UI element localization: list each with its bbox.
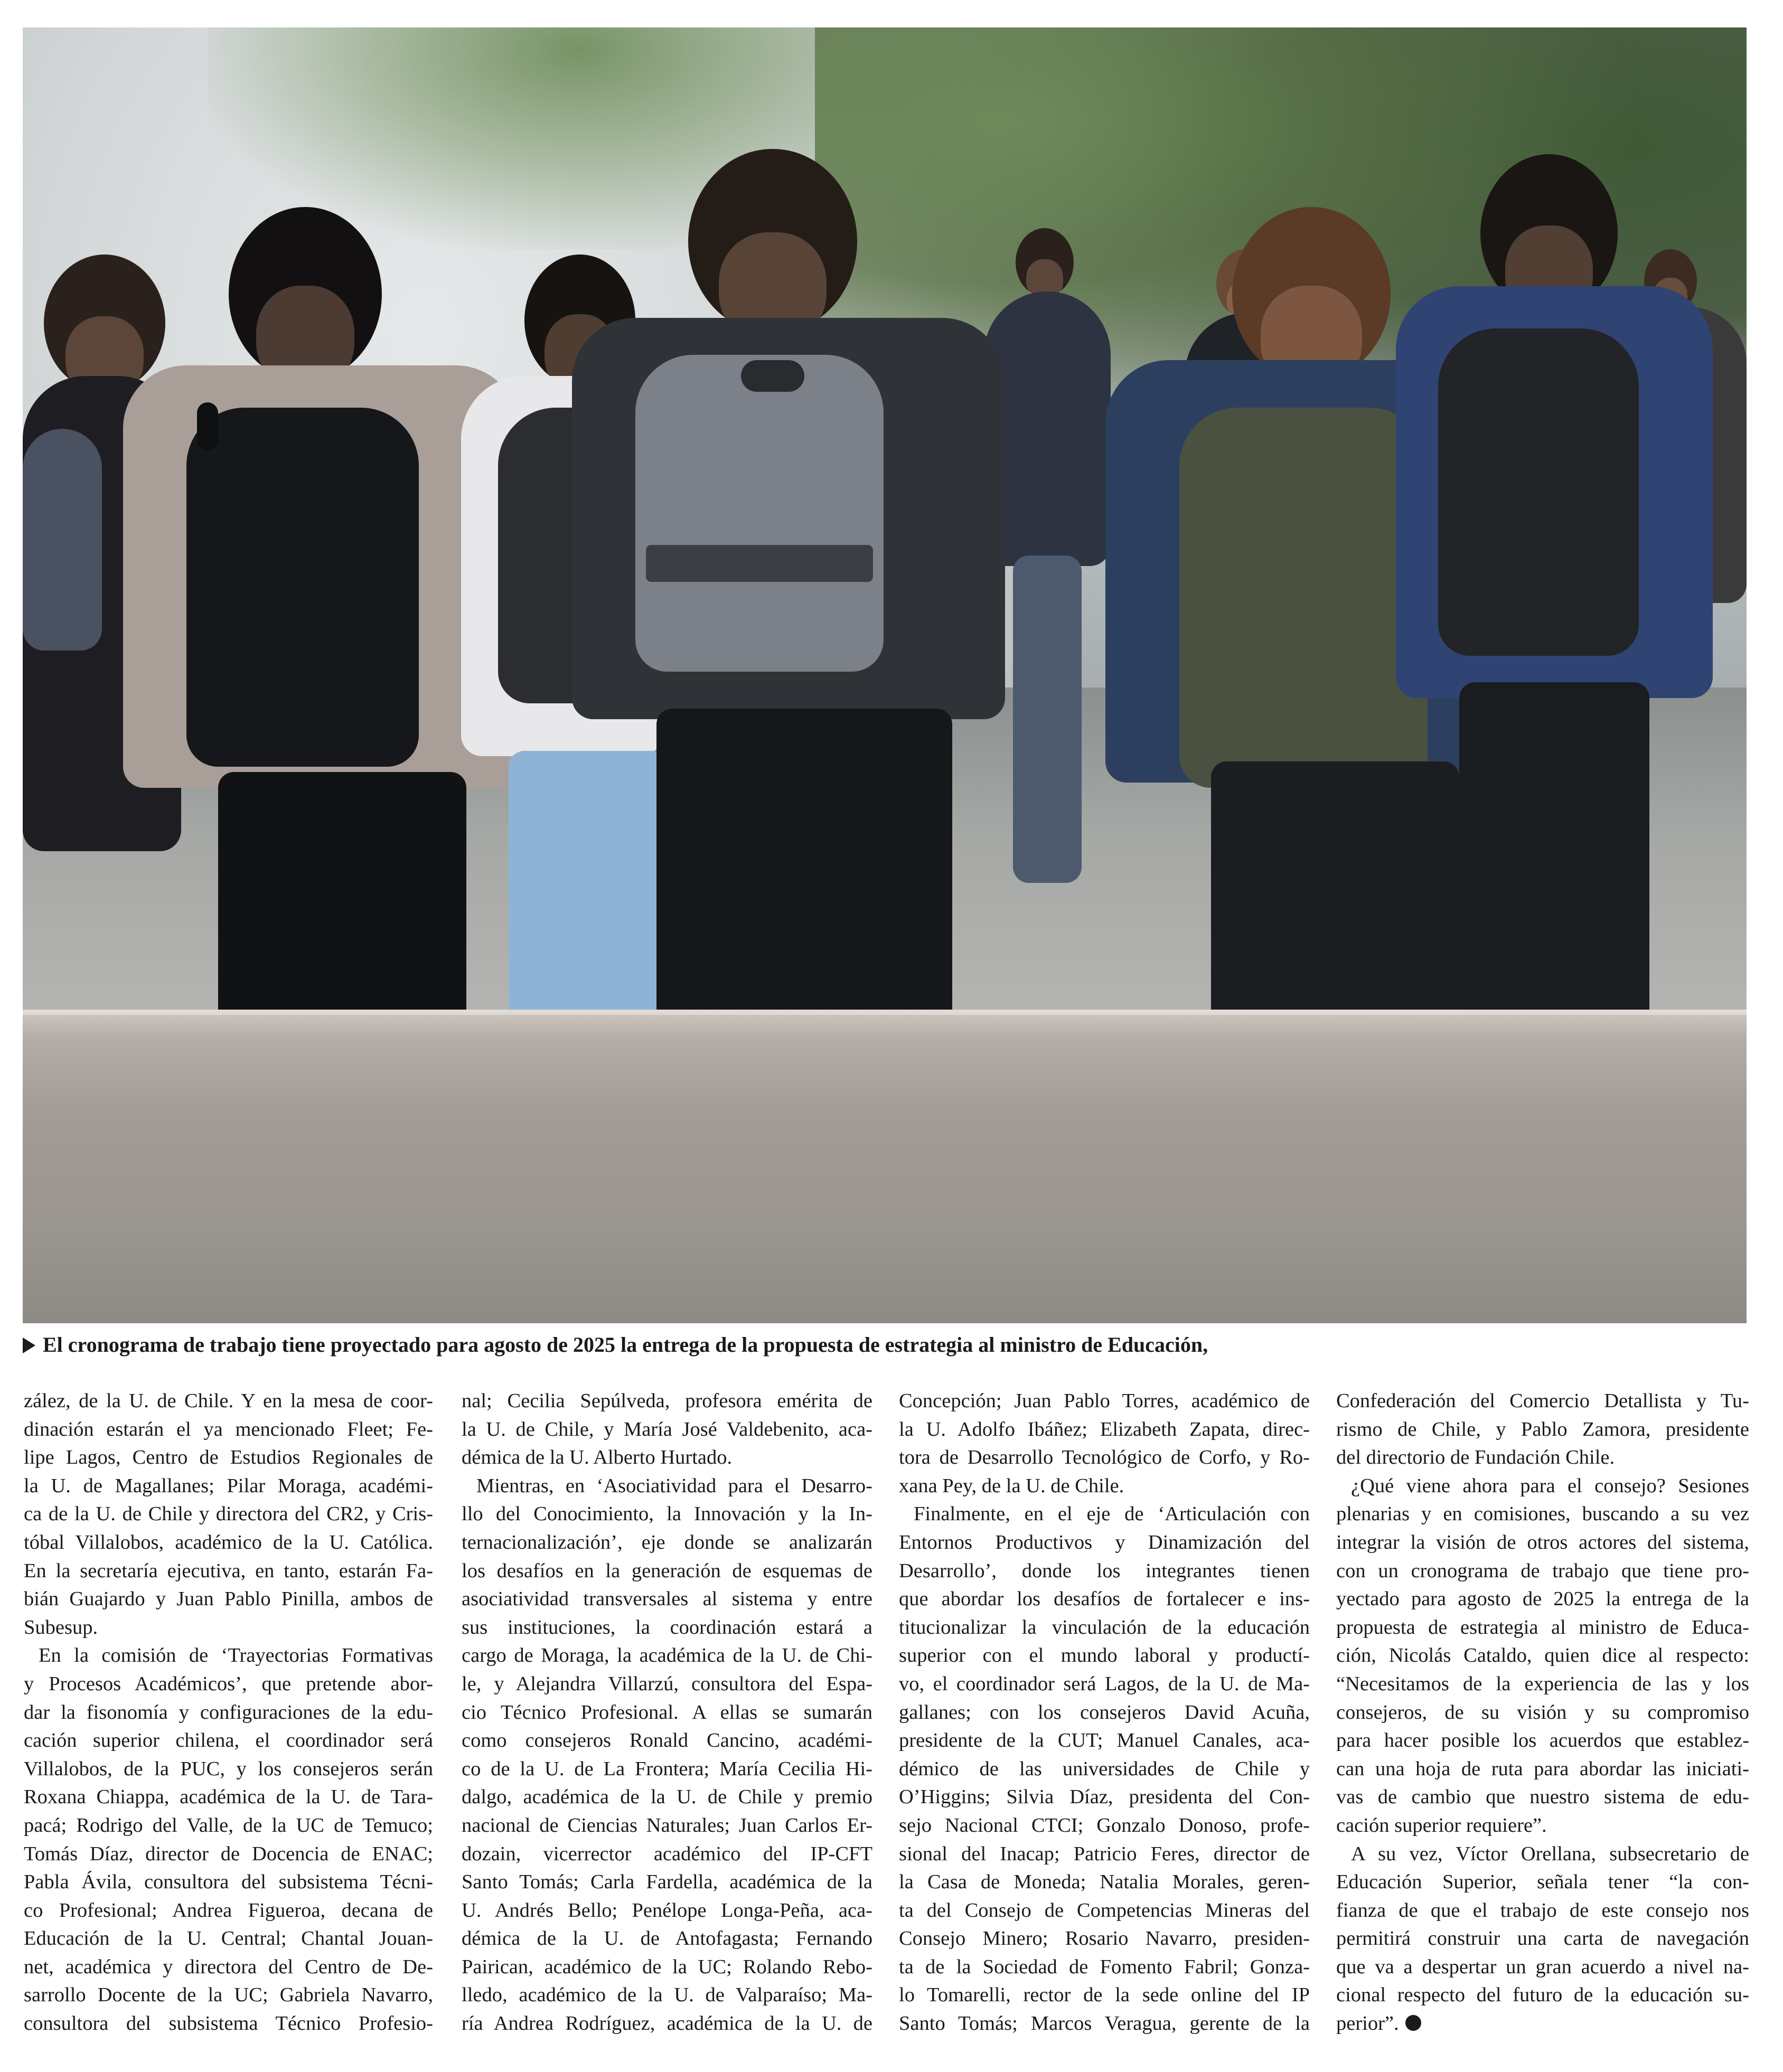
article-text-line: la U. Adolfo Ibáñez; Elizabeth Zapata, direc- [899, 1418, 1310, 1440]
article-text-line: plenarias y en comisiones, buscando a su vez [1336, 1503, 1749, 1525]
article-text-line: propuesta de estrategia al ministro de Educa- [1336, 1616, 1749, 1638]
article-text-line: que abordar los desafíos de fortalecer e ins- [899, 1588, 1310, 1610]
article-text-line: la Casa de Moneda; Natalia Morales, geren- [899, 1871, 1310, 1894]
article-text-line: Confederación del Comercio Detallista y Tu- [1336, 1390, 1749, 1412]
article-text-line: gallanes; con los consejeros David Acuña, [899, 1701, 1310, 1723]
article-text-line: ca de la U. de Chile y directora del CR2, y Cris- [24, 1503, 433, 1525]
article-text-line: ternacionalización’, eje donde se analizarán [462, 1531, 872, 1553]
article-text-line: ría Andrea Rodríguez, académica de la U. de [462, 2012, 872, 2035]
article-text-line: consejeros, de su visión y su compromiso [1336, 1701, 1749, 1723]
article-text-line: dozain, vicerrector académico del IP-CFT [462, 1842, 872, 1865]
article-text-line: Pabla Ávila, consultora del subsistema Técni- [24, 1871, 433, 1894]
article-text-line: net, académica y directora del Centro de De- [24, 1955, 433, 1978]
article-text-line: Consejo Minero; Rosario Navarro, presiden- [899, 1927, 1310, 1950]
article-text-line: Subesup. [24, 1616, 98, 1638]
article-text-line: fianza de que el trabajo de este consejo nos [1336, 1899, 1749, 1922]
article-text-line: cio Técnico Profesional. A ellas se sumarán [462, 1701, 872, 1723]
article-text-line: sejo Nacional CTCI; Gonzalo Donoso, profe- [899, 1814, 1310, 1836]
article-text-line: para hacer posible los acuerdos que establez- [1336, 1729, 1749, 1752]
article-text-line: del directorio de Fundación Chile. [1336, 1446, 1615, 1469]
article-text-line: cación superior chilena, el coordinador será [24, 1729, 433, 1752]
article-text-line: “Necesitamos de la experiencia de las y los [1336, 1672, 1749, 1695]
article-text-line: lledo, académico de la U. de Valparaíso; Ma- [462, 1984, 872, 2007]
article-text-line: nal; Cecilia Sepúlveda, profesora emérita de [462, 1390, 872, 1412]
article-text-line: que va a despertar un gran acuerdo a nivel na- [1336, 1955, 1749, 1978]
article-text-line: la U. de Magallanes; Pilar Moraga, académi- [24, 1474, 433, 1497]
article-text-line: bián Guajardo y Juan Pablo Pinilla, ambos de [24, 1588, 433, 1610]
article-text-line: A su vez, Víctor Orellana, subsecretario de [1351, 1842, 1749, 1865]
end-of-article-dot-icon [1405, 2015, 1421, 2031]
article-text-line: Mientras, en ‘Asociatividad para el Desarro- [476, 1474, 872, 1497]
article-text-line: tóbal Villalobos, académico de la U. Católica. [24, 1531, 433, 1553]
article-text-line: démico de las universidades de Chile y [899, 1757, 1310, 1780]
article-text-line: vas de cambio que nuestro sistema de edu- [1336, 1786, 1749, 1809]
article-text-line: cargo de Moraga, la académica de la U. de Chi- [462, 1644, 872, 1667]
article-text-line: cación superior requiere”. [1336, 1814, 1547, 1836]
article-text-line: Educación Superior, señala tener “la con- [1336, 1871, 1749, 1894]
article-column-4 [1336, 1387, 1749, 2038]
article-text-line: ción, Nicolás Cataldo, quien dice al respecto: [1336, 1644, 1749, 1667]
photo-caption-text: El cronograma de trabajo tiene proyectado para agosto de 2025 la entrega de la propuesta de estrategia al ministro de Educación, [43, 1333, 1208, 1357]
article-column-1 [24, 1387, 433, 2038]
article-text-line: con un cronograma de trabajo que tiene pro- [1336, 1559, 1749, 1582]
article-text-line: integrar la visión de otros actores del sistema, [1336, 1531, 1749, 1553]
article-text-line: vo, el coordinador será Lagos, de la U. de Ma- [899, 1672, 1310, 1695]
article-text-line: dalgo, académica de la U. de Chile y premio [462, 1786, 872, 1809]
article-text-line: dar la fisonomía y configuraciones de la edu- [24, 1701, 433, 1723]
article-text-line: le, y Alejandra Villarzú, consultora del Espa- [462, 1672, 872, 1695]
article-text-line: Pairican, académico de la UC; Rolando Rebo- [462, 1955, 872, 1978]
article-text-line: sus instituciones, la coordinación estará a [462, 1616, 872, 1638]
article-text-line: permitirá construir una carta de navegación [1336, 1927, 1749, 1950]
article-photo [23, 27, 1747, 1323]
article-text-line: Finalmente, en el eje de ‘Articulación con [914, 1503, 1310, 1525]
article-text-line: sional del Inacap; Patricio Feres, director de [899, 1842, 1310, 1865]
article-text-line: En la secretaría ejecutiva, en tanto, estarán Fa- [24, 1559, 433, 1582]
article-text-line: Roxana Chiappa, académica de la U. de Tara- [24, 1786, 433, 1809]
article-text-line: presidente de la CUT; Manuel Canales, aca- [899, 1729, 1310, 1752]
article-text-line: Concepción; Juan Pablo Torres, académico de [899, 1390, 1310, 1412]
article-text-line: co Profesional; Andrea Figueroa, decana de [24, 1899, 433, 1922]
article-text-line: Desarrollo’, donde los integrantes tienen [899, 1559, 1310, 1582]
article-text-line: Santo Tomás; Carla Fardella, académica de la [462, 1871, 872, 1894]
article-text-line: démica de la U. Alberto Hurtado. [462, 1446, 733, 1469]
article-column-3 [899, 1387, 1310, 2038]
triangle-right-icon [23, 1338, 35, 1353]
article-text-line: dinación estarán el ya mencionado Fleet; Fe- [24, 1418, 433, 1440]
article-text-line: zález, de la U. de Chile. Y en la mesa de coor- [24, 1390, 433, 1412]
article-column-2 [462, 1387, 872, 2038]
photo-railing [23, 1015, 1747, 1323]
article-text-line: démica de la U. de Antofagasta; Fernando [462, 1927, 872, 1950]
photo-caption [23, 1330, 1747, 1362]
article-text-line: Santo Tomás; Marcos Veragua, gerente de la [899, 2012, 1310, 2035]
article-text-line: nacional de Ciencias Naturales; Juan Carlos Er- [462, 1814, 872, 1836]
article-text-line: yectado para agosto de 2025 la entrega de la [1336, 1588, 1749, 1610]
article-text-line: U. Andrés Bello; Penélope Longa-Peña, aca- [462, 1899, 872, 1922]
article-text-line: consultora del subsistema Técnico Profesio- [24, 2012, 433, 2035]
article-text-line: O’Higgins; Silvia Díaz, presidenta del Con- [899, 1786, 1310, 1809]
article-text-line: perior”. [1336, 2010, 1749, 2038]
article-text-line: can una hoja de ruta para abordar las iniciati- [1336, 1757, 1749, 1780]
article-text-line: En la comisión de ‘Trayectorias Formativas [39, 1644, 433, 1667]
article-text-line: superior con el mundo laboral y productí- [899, 1644, 1310, 1667]
article-text-line: Entornos Productivos y Dinamización del [899, 1531, 1310, 1553]
article-text-line: lipe Lagos, Centro de Estudios Regionales de [24, 1446, 433, 1469]
article-text-line: Tomás Díaz, director de Docencia de ENAC; [24, 1842, 433, 1865]
article-text-line: co de la U. de La Frontera; María Cecilia Hi- [462, 1757, 872, 1780]
article-text-line: la U. de Chile, y María José Valdebenito, aca- [462, 1418, 872, 1440]
article-text-line: sarrollo Docente de la UC; Gabriela Navarro, [24, 1984, 433, 2007]
article-text-line: ¿Qué viene ahora para el consejo? Sesiones [1351, 1474, 1749, 1497]
article-text-line: Educación de la U. Central; Chantal Jouan- [24, 1927, 433, 1950]
article-text-line: lo Tomarelli, rector de la sede online del IP [899, 1984, 1310, 2007]
article-text-line: pacá; Rodrigo del Valle, de la UC de Temuco; [24, 1814, 433, 1836]
article-text-line: titucionalizar la vinculación de la educación [899, 1616, 1310, 1638]
article-text-line: cional respecto del futuro de la educación su- [1336, 1984, 1749, 2007]
article-text-line: ta del Consejo de Competencias Mineras del [899, 1899, 1310, 1922]
article-text-line: como consejeros Ronald Cancino, académi- [462, 1729, 872, 1752]
article-text-line: rismo de Chile, y Pablo Zamora, presidente [1336, 1418, 1749, 1440]
article-text-line: llo del Conocimiento, la Innovación y la In- [462, 1503, 872, 1525]
article-text-line: ta de la Sociedad de Fomento Fabril; Gonza- [899, 1955, 1310, 1978]
article-text-line: tora de Desarrollo Tecnológico de Corfo, y Ro- [899, 1446, 1310, 1469]
article-text-line: y Procesos Académicos’, que pretende abor- [24, 1672, 433, 1695]
article-text-line: Villalobos, de la PUC, y los consejeros serán [24, 1757, 433, 1780]
article-text-line: asociatividad transversales al sistema y entre [462, 1588, 872, 1610]
article-text-line: xana Pey, de la U. de Chile. [899, 1474, 1124, 1497]
article-text-line: los desafíos en la generación de esquemas de [462, 1559, 872, 1582]
